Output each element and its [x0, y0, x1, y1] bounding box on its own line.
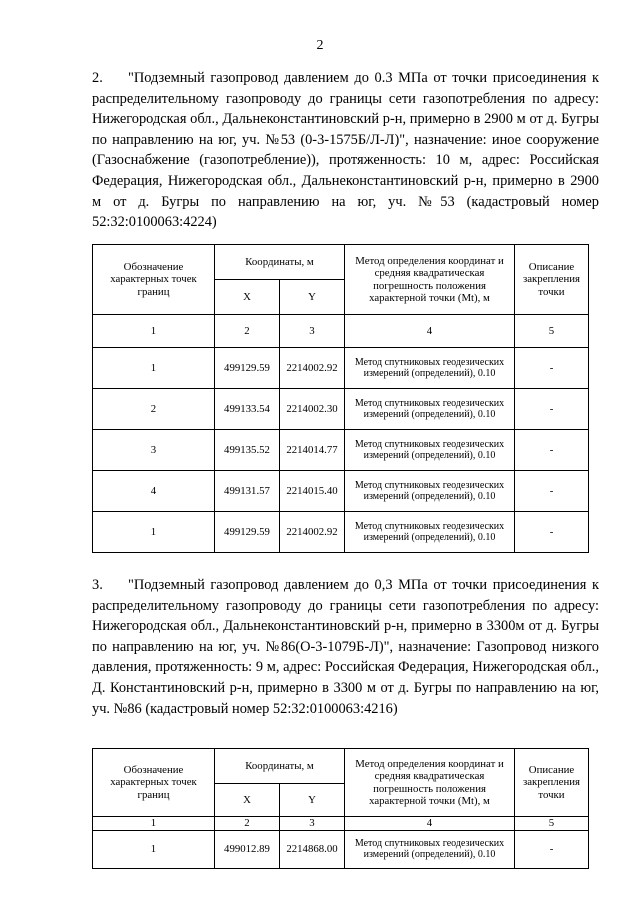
col-num: 1: [93, 315, 215, 348]
col-num: 5: [515, 817, 589, 831]
point-cell: 3: [93, 430, 215, 471]
method-cell: Метод спутниковых геодезических измерений (определений), 0.10: [345, 389, 515, 430]
header-designation: Обозначение характерных точек границ: [93, 245, 215, 315]
header-y: Y: [280, 280, 345, 315]
description-cell: -: [515, 830, 589, 868]
y-cell: 2214868.00: [280, 830, 345, 868]
method-cell: Метод спутниковых геодезических измерений (определений), 0.10: [345, 471, 515, 512]
table-row: [93, 348, 589, 389]
col-num: 5: [515, 315, 589, 348]
col-num: 4: [345, 315, 515, 348]
page-number: 2: [316, 38, 324, 53]
method-cell: Метод спутниковых геодезических измерений (определений), 0.10: [345, 348, 515, 389]
x-cell: 499133.54: [215, 389, 280, 430]
section-number: 3.: [92, 577, 103, 593]
x-cell: 499129.59: [215, 512, 280, 553]
description-cell: -: [515, 430, 589, 471]
header-description: Описание закрепления точки: [515, 749, 589, 817]
section-2-text: [92, 68, 599, 233]
col-num: 1: [93, 817, 215, 831]
y-cell: 2214002.92: [280, 512, 345, 553]
description-cell: -: [515, 389, 589, 430]
method-cell: Метод спутниковых геодезических измерений (определений), 0.10: [345, 430, 515, 471]
x-cell: 499129.59: [215, 348, 280, 389]
header-method: Метод определения координат и средняя квадратическая погрешность положения характерной точки (Mt), м: [345, 245, 515, 315]
method-cell: Метод спутниковых геодезических измерений (определений), 0.10: [345, 830, 515, 868]
col-num: 4: [345, 817, 515, 831]
point-cell: 2: [93, 389, 215, 430]
point-cell: 4: [93, 471, 215, 512]
description-cell: -: [515, 512, 589, 553]
point-cell: 1: [93, 830, 215, 868]
col-num: 3: [280, 817, 345, 831]
header-description: Описание закрепления точки: [515, 245, 589, 315]
coordinates-table-1: [92, 244, 589, 553]
header-method: Метод определения координат и средняя квадратическая погрешность положения характерной точки (Mt), м: [345, 749, 515, 817]
header-x: X: [215, 280, 280, 315]
y-cell: 2214002.92: [280, 348, 345, 389]
section-3-text: [92, 575, 599, 719]
x-cell: 499135.52: [215, 430, 280, 471]
method-cell: Метод спутниковых геодезических измерений (определений), 0.10: [345, 512, 515, 553]
section-body: "Подземный газопровод давлением до 0,3 МПа от точки присоединения к распределительному газопроводу до границы сети газопотребления по адресу: Нижегородская обл., Дальнеконстантиновский р-н, примерно в 3300м от д. Бугры по направлению на юг, уч. №86(О-3-1079Б-Л)", назначение: Газопровод низкого давления, протяженность: 9 м, адрес: Российская Федерация, Нижегородская обл., Д. Константиновский р-н, примерно в 3300 м от д. Бугры по направлению на юг, уч. №86 (кадастровый номер 52:32:0100063:4216): [92, 577, 599, 717]
point-cell: 1: [93, 348, 215, 389]
section-number: 2.: [92, 70, 103, 86]
header-coords: Координаты, м: [215, 245, 345, 280]
point-cell: 1: [93, 512, 215, 553]
col-num: 2: [215, 315, 280, 348]
x-cell: 499012.89: [215, 830, 280, 868]
y-cell: 2214014.77: [280, 430, 345, 471]
table-row: [93, 430, 589, 471]
col-num: 2: [215, 817, 280, 831]
header-designation: Обозначение характерных точек границ: [93, 749, 215, 817]
table-row: [93, 471, 589, 512]
header-y: Y: [280, 784, 345, 817]
section-body: "Подземный газопровод давлением до 0.3 МПа от точки присоединения к распределительному газопроводу до границы сети газопотребления по адресу: Нижегородская обл., Дальнеконстантиновский р-н, примерно в 2900 м от д. Бугры по направлению на юг, уч. №53 (0-3-1575Б/Л-Л)", назначение: иное сооружение (Газоснабжение (газопотребление)), протяженность: 10 м, адрес: Российская Федерация, Нижегородская обл., Дальнеконстантиновский р-н, примерно в 2900 м от д. Бугры по направлению на юг, уч. №53 (кадастровый номер 52:32:0100063:4224): [92, 70, 599, 231]
description-cell: -: [515, 348, 589, 389]
description-cell: -: [515, 471, 589, 512]
y-cell: 2214015.40: [280, 471, 345, 512]
x-cell: 499131.57: [215, 471, 280, 512]
table-row: [93, 389, 589, 430]
table-row: [93, 512, 589, 553]
y-cell: 2214002.30: [280, 389, 345, 430]
header-coords: Координаты, м: [215, 749, 345, 784]
coordinates-table-2: [92, 748, 589, 869]
header-x: X: [215, 784, 280, 817]
col-num: 3: [280, 315, 345, 348]
table-row: [93, 830, 589, 868]
